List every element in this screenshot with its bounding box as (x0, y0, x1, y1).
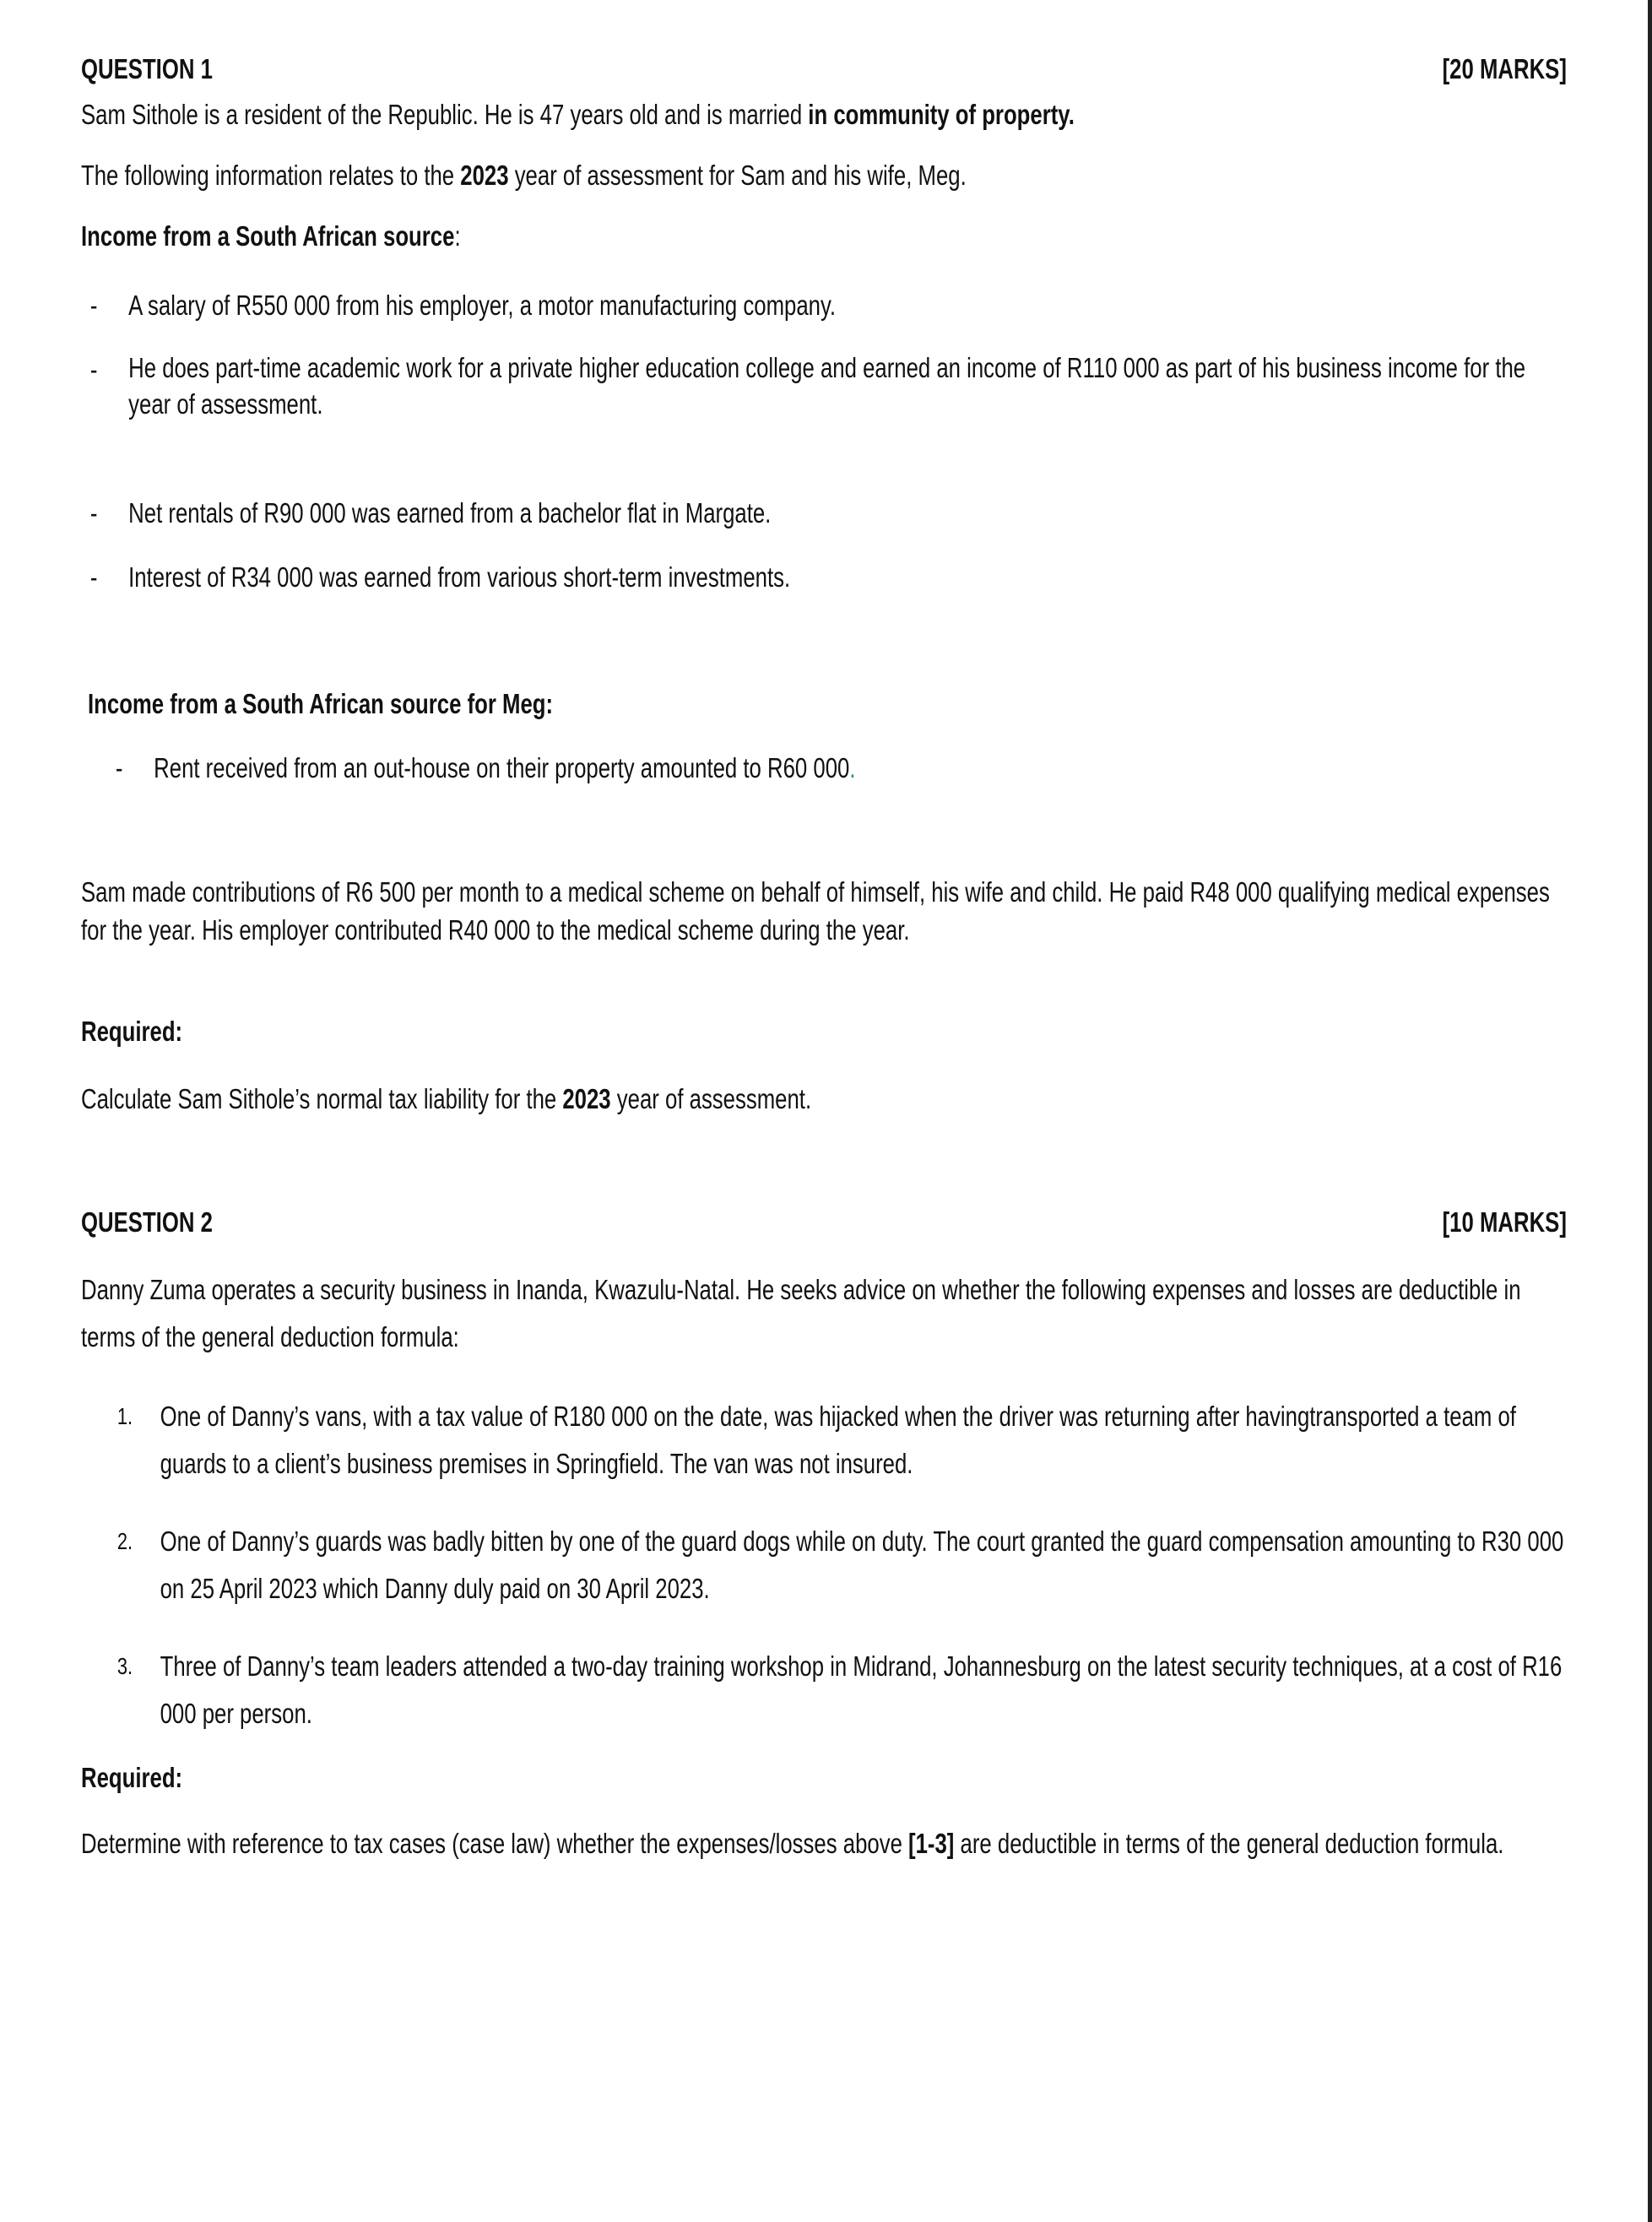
bullet-text: A salary of R550 000 from his employer, a motor manufacturing company. (128, 290, 837, 321)
income-heading-colon: : (454, 220, 461, 252)
question-1-title: QUESTION 1 (81, 53, 213, 84)
question-1-heading (81, 49, 1567, 89)
dash-bullet: - (89, 561, 98, 593)
question-2-required-text (81, 1820, 1567, 1867)
meg-bullet-text: Rent received from an out-house on their property amounted to R60 000 (154, 752, 850, 783)
page-edge-line (1648, 0, 1652, 2222)
required-label-text: Required: (81, 1762, 183, 1793)
income-heading (81, 216, 1567, 256)
item-number: 3. (116, 1653, 133, 1679)
list-item (81, 557, 1567, 597)
list-item (106, 748, 1592, 788)
medical-text: Sam made contributions of R6 500 per month to a medical scheme on behalf of himself, his wife and child. He paid R48 000 qualifying medical expenses for the year. His employer contributed R40 000 to the medical scheme during the year. (81, 876, 1550, 946)
list-item (81, 493, 1567, 533)
intro-bold: in community of property. (808, 99, 1075, 130)
bullet-text: He does part-time academic work for a private higher education college and earned an income of R110 000 as part of his business income for the year of assessment. (128, 352, 1526, 420)
question-2-heading (81, 1202, 1567, 1242)
required-text: Determine with reference to tax cases (case law) whether the expenses/losses above (81, 1828, 909, 1859)
bullet-text: Net rentals of R90 000 was earned from a bachelor flat in Margate. (128, 497, 772, 528)
question-1-required-label (81, 1011, 1567, 1051)
dash-bullet: - (89, 290, 98, 321)
dash-bullet: - (89, 497, 98, 528)
question-2-required-label (81, 1758, 1567, 1797)
question-1-marks: [20 MARKS] (1442, 53, 1567, 84)
required-text-end: year of assessment. (610, 1083, 812, 1114)
question-2-title: QUESTION 2 (81, 1206, 213, 1238)
question-2-marks: [10 MARKS] (1442, 1206, 1567, 1238)
line2-year: 2023 (460, 160, 509, 191)
item-number: 2. (116, 1528, 133, 1554)
required-year: 2023 (562, 1083, 611, 1114)
medical-paragraph (81, 873, 1567, 949)
dash-bullet: - (115, 752, 123, 783)
question-1-line2 (81, 155, 1567, 195)
question-2-intro-text: Danny Zuma operates a security business in Inanda, Kwazulu-Natal. He seeks advice on whether the following expenses and losses are deductible in terms of the general deduction formula: (81, 1274, 1521, 1352)
list-item (81, 1393, 1567, 1488)
meg-heading-text: Income from a South African source for Meg: (88, 688, 554, 719)
item-text: One of Danny’s vans, with a tax value of R180 000 on the date, was hijacked when the driver was returning after havingtransported a team of guards to a client’s business premises in Springfield. The van was not insured. (160, 1401, 1516, 1479)
list-item (81, 1643, 1567, 1737)
question-2-intro (81, 1266, 1567, 1361)
meg-bullet-period: . (849, 752, 856, 783)
item-text: Three of Danny’s team leaders attended a two-day training workshop in Midrand, Johannesburg on the latest security techniques, at a cost of R16 000 per person. (160, 1650, 1563, 1729)
line2-text-end: year of assessment for Sam and his wife, Meg. (508, 160, 967, 191)
list-item (81, 285, 1567, 325)
required-text-end: are deductible in terms of the general deduction formula. (954, 1828, 1504, 1859)
item-number: 1. (116, 1403, 133, 1429)
intro-text: Sam Sithole is a resident of the Republic. He is 47 years old and is married (81, 99, 809, 130)
bullet-text: Interest of R34 000 was earned from various short-term investments. (128, 561, 791, 593)
meg-income-heading (88, 684, 1573, 724)
question-1-intro (81, 95, 1567, 134)
question-1-required-text (81, 1079, 1567, 1119)
list-item (81, 1518, 1567, 1612)
dash-bullet: - (89, 354, 98, 385)
income-heading-text: Income from a South African source (81, 220, 455, 252)
required-label-text: Required: (81, 1016, 183, 1047)
list-item (81, 350, 1567, 422)
required-ref: [1-3] (908, 1828, 955, 1859)
item-text: One of Danny’s guards was badly bitten by one of the guard dogs while on duty. The court granted the guard compensation amounting to R30 000 on 25 April 2023 which Danny duly paid on 30 April 2023. (160, 1526, 1564, 1604)
meg-bullet (154, 748, 855, 788)
line2-text: The following information relates to the (81, 160, 461, 191)
required-text: Calculate Sam Sithole’s normal tax liability for the (81, 1083, 563, 1114)
